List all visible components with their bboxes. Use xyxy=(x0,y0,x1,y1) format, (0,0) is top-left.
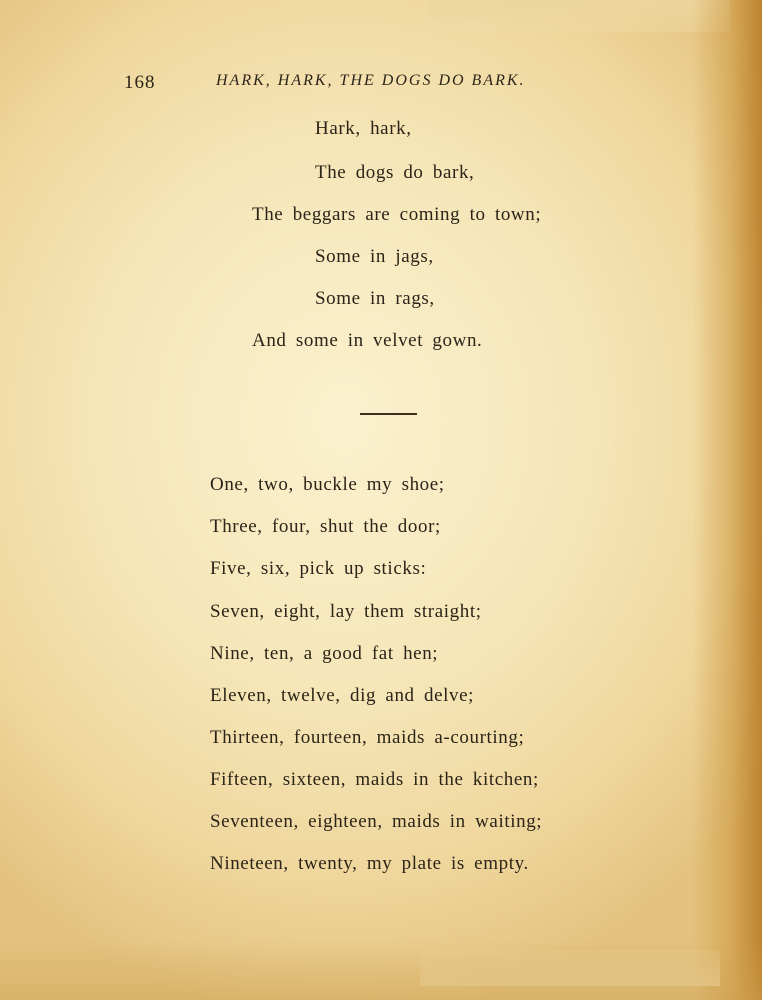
running-title: HARK, HARK, THE DOGS DO BARK. xyxy=(216,72,526,89)
poem-line: Some in jags, xyxy=(315,246,434,267)
poem-line: Seventeen, eighteen, maids in waiting; xyxy=(210,811,543,832)
poem-line: One, two, buckle my shoe; xyxy=(210,474,445,495)
poem-line: Three, four, shut the door; xyxy=(210,516,441,537)
poem-line: The dogs do bark, xyxy=(315,162,475,183)
poem-line: Fifteen, sixteen, maids in the kitchen; xyxy=(210,769,539,790)
page-stain-bottom xyxy=(420,950,720,986)
page-edge-shadow xyxy=(692,0,762,1000)
poem-line: Nineteen, twenty, my plate is empty. xyxy=(210,853,529,874)
poem-line: Thirteen, fourteen, maids a-courting; xyxy=(210,727,525,748)
page-stain-top xyxy=(430,0,730,32)
poem-line: And some in velvet gown. xyxy=(252,330,483,351)
section-divider xyxy=(360,413,417,415)
poem-line: Seven, eight, lay them straight; xyxy=(210,601,482,622)
poem-line: The beggars are coming to town; xyxy=(252,204,542,225)
poem-line: Hark, hark, xyxy=(315,118,412,139)
page-header xyxy=(124,72,604,98)
poem-line: Some in rags, xyxy=(315,288,435,309)
page-number: 168 xyxy=(124,72,156,93)
poem-line: Eleven, twelve, dig and delve; xyxy=(210,685,475,706)
poem-line: Nine, ten, a good fat hen; xyxy=(210,643,439,664)
page-edge-bottom xyxy=(0,940,762,1000)
poem-line: Five, six, pick up sticks: xyxy=(210,558,427,579)
